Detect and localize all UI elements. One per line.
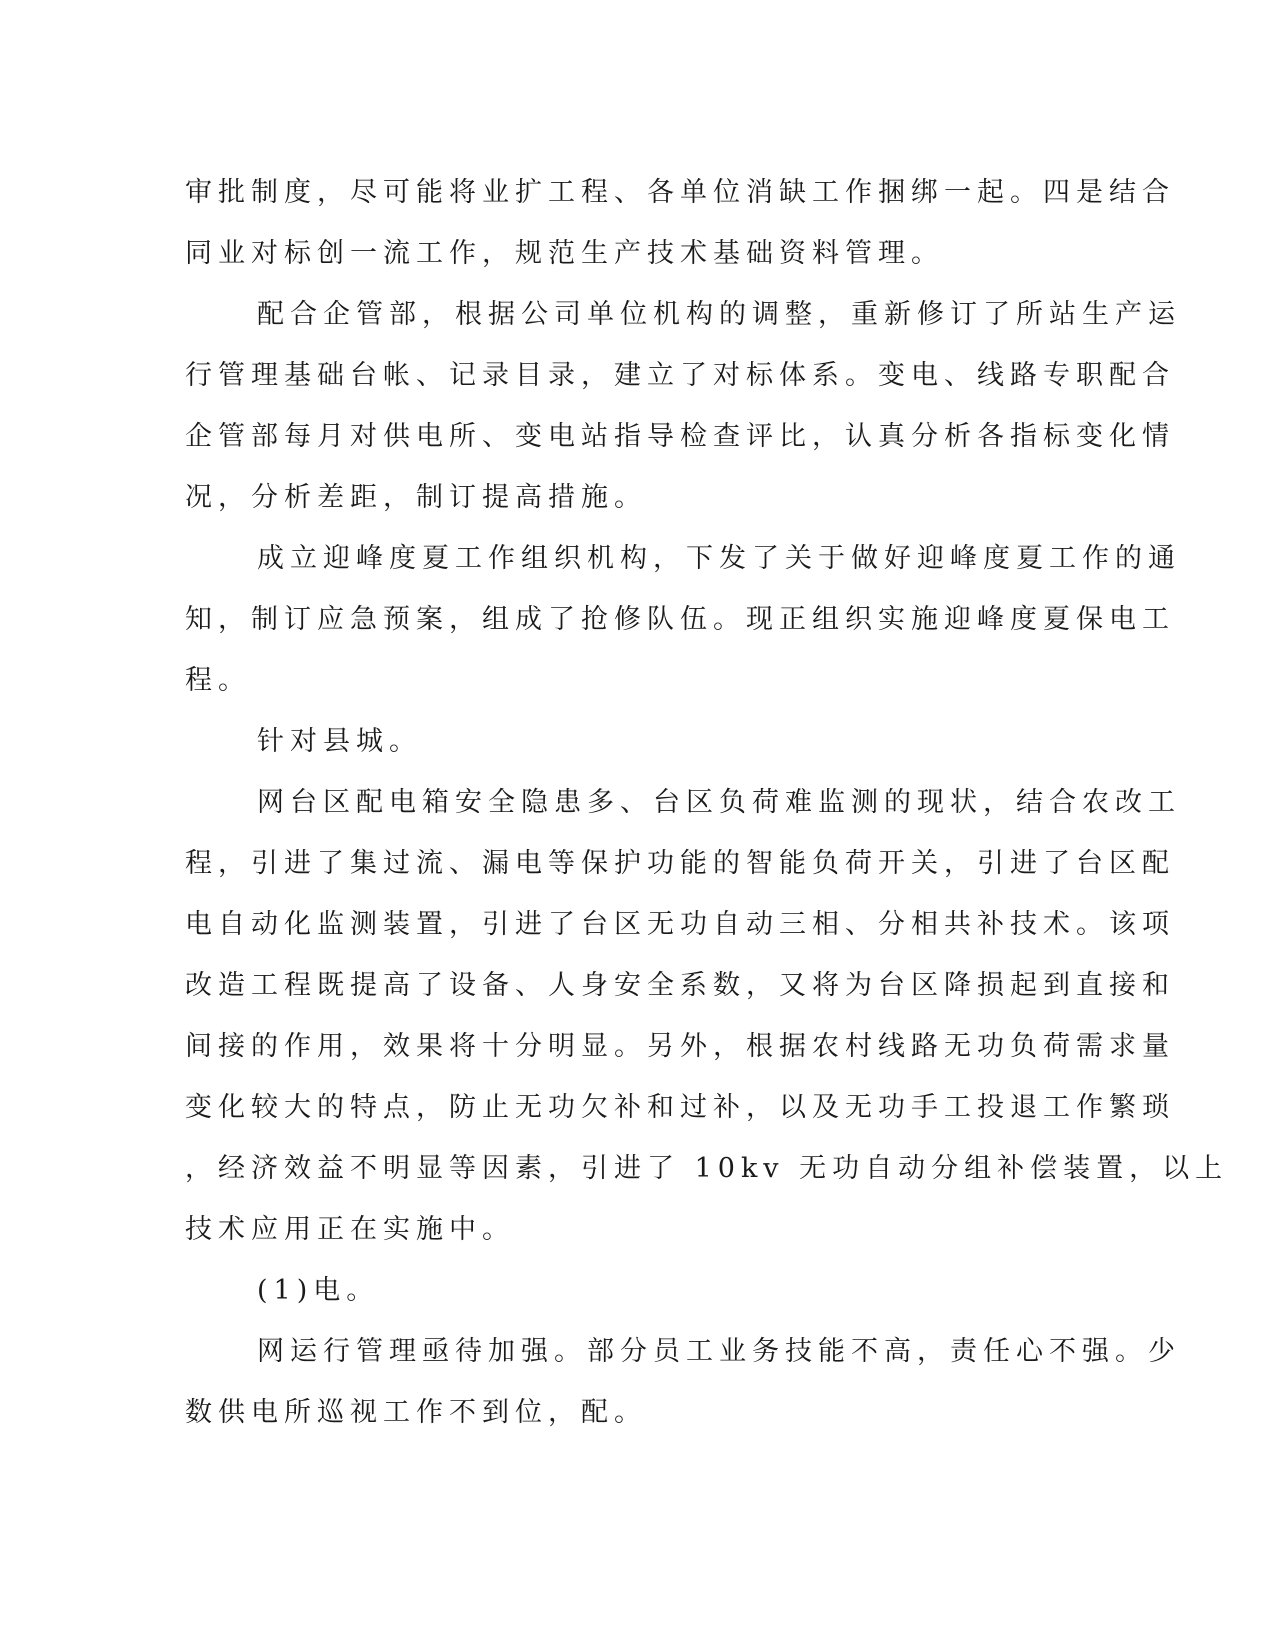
paragraph-start-line: (1)电。 [257,1275,380,1306]
text-line: 间接的作用，效果将十分明显。另外，根据农村线路无功负荷需求量 [185,1031,1175,1062]
text-line: 技术应用正在实施中。 [185,1214,515,1245]
text-line: 审批制度，尽可能将业扩工程、各单位消缺工作捆绑一起。四是结合 [185,177,1175,208]
paragraph-start-line: 网台区配电箱安全隐患多、台区负荷难监测的现状，结合农改工 [257,787,1181,818]
document-body [185,162,1229,1443]
text-line: 同业对标创一流工作，规范生产技术基础资料管理。 [185,238,944,269]
paragraph-start-line: 针对县城。 [257,726,422,757]
text-line: 数供电所巡视工作不到位，配。 [185,1397,647,1428]
text-line: 知，制订应急预案，组成了抢修队伍。现正组织实施迎峰度夏保电工 [185,604,1175,635]
text-line: 况，分析差距，制订提高措施。 [185,482,647,513]
text-line: ，经济效益不明显等因素，引进了 10kv 无功自动分组补偿装置，以上 [185,1153,1229,1184]
text-line: 企管部每月对供电所、变电站指导检查评比，认真分析各指标变化情 [185,421,1175,452]
text-line: 程。 [185,665,251,696]
text-line: 程，引进了集过流、漏电等保护功能的智能负荷开关，引进了台区配 [185,848,1175,879]
paragraph-start-line: 配合企管部，根据公司单位机构的调整，重新修订了所站生产运 [257,299,1181,330]
paragraph-start-line: 网运行管理亟待加强。部分员工业务技能不高，责任心不强。少 [257,1336,1181,1367]
paragraph-start-line: 成立迎峰度夏工作组织机构，下发了关于做好迎峰度夏工作的通 [257,543,1181,574]
text-line: 电自动化监测装置，引进了台区无功自动三相、分相共补技术。该项 [185,909,1175,940]
text-line: 行管理基础台帐、记录目录，建立了对标体系。变电、线路专职配合 [185,360,1175,391]
text-line: 变化较大的特点，防止无功欠补和过补，以及无功手工投退工作繁琐 [185,1092,1175,1123]
text-line: 改造工程既提高了设备、人身安全系数，又将为台区降损起到直接和 [185,970,1175,1001]
